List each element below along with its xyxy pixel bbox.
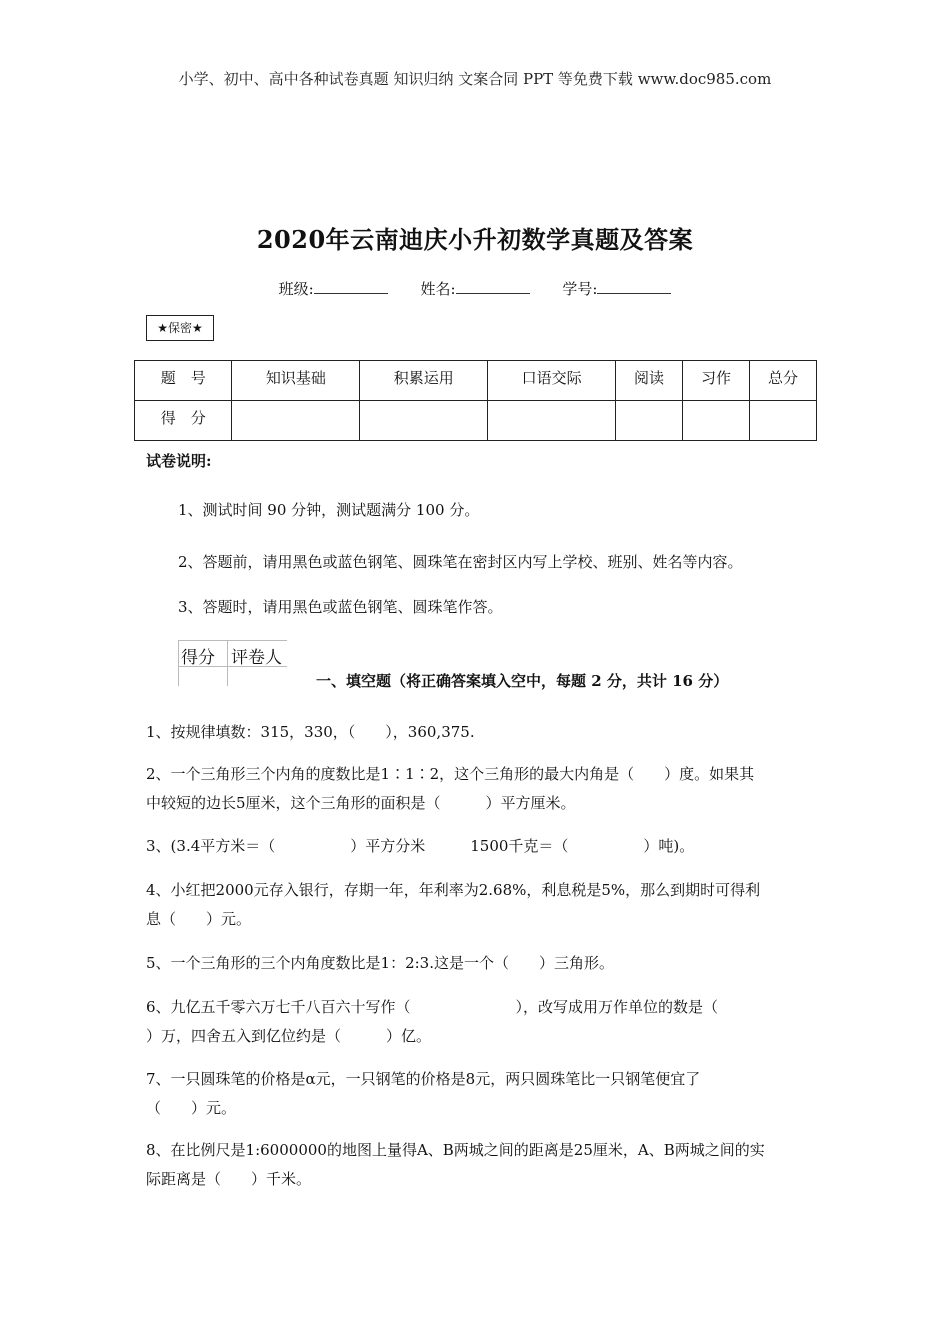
grader-name-label: 评卷人 <box>231 648 282 668</box>
question-line: 中较短的边长5厘米，这个三角形的面积是（ ）平方厘米。 <box>146 794 576 812</box>
question-item <box>146 949 808 978</box>
score-header-cell: 口语交际 <box>488 361 616 401</box>
question-item <box>146 760 808 818</box>
question-item <box>146 1136 808 1194</box>
page-title: 2020年云南迪庆小升初数学真题及答案 <box>256 225 694 254</box>
question-line: （ ）元。 <box>146 1099 237 1117</box>
grader-left-line <box>178 640 179 686</box>
question-line: 1、按规律填数：315，330，（ ），360,375. <box>146 723 475 741</box>
question-line: 8、在比例尺是1:6000000的地图上量得A、B两城之间的距离是25厘米，A、B两城之间的实 <box>146 1141 765 1159</box>
score-header-cell: 总分 <box>749 361 816 401</box>
score-table <box>134 360 817 441</box>
question-line: 5、一个三角形的三个内角度数比是1：2:3.这是一个（ ）三角形。 <box>146 954 614 972</box>
question-line: 4、小红把2000元存入银行，存期一年，年利率为2.68%，利息税是5%，那么到期时可得利 <box>146 881 761 899</box>
class-blank[interactable] <box>314 279 388 294</box>
score-header-cell: 知识基础 <box>232 361 360 401</box>
instructions-title: 试卷说明: <box>146 452 212 470</box>
score-cell[interactable] <box>232 401 360 441</box>
section-heading: 一、填空题（将正确答案填入空中，每题 2 分，共计 16 分） <box>316 672 729 690</box>
instruction-item: 2、答题前，请用黑色或蓝色钢笔、圆珠笔在密封区内写上学校、班别、姓名等内容。 <box>178 553 743 571</box>
score-header-cell: 阅读 <box>616 361 683 401</box>
secret-badge: ★保密★ <box>146 315 214 341</box>
instruction-item: 3、答题时，请用黑色或蓝色钢笔、圆珠笔作答。 <box>178 598 503 616</box>
student-info <box>0 278 950 299</box>
instruction-item: 1、测试时间 90 分钟，测试题满分 100 分。 <box>178 501 480 519</box>
score-cell[interactable] <box>488 401 616 441</box>
question-item <box>146 1065 808 1123</box>
question-line: 3、(3.4平方米＝（ ）平方分米 1500千克＝（ ）吨)。 <box>146 837 695 855</box>
score-row-label: 得 分 <box>135 401 232 441</box>
score-table-score-row <box>135 401 817 441</box>
class-label: 班级: <box>278 280 314 298</box>
grader-score-label: 得分 <box>181 648 215 668</box>
score-header-cell: 题 号 <box>135 361 232 401</box>
score-cell[interactable] <box>616 401 683 441</box>
page-header: 小学、初中、高中各种试卷真题 知识归纳 文案合同 PPT 等免费下载 www.doc985.com <box>178 70 772 88</box>
question-line: 息（ ）元。 <box>146 910 252 928</box>
question-line: ）万，四舍五入到亿位约是（ ）亿。 <box>146 1027 432 1045</box>
question-line: 际距离是（ ）千米。 <box>146 1170 312 1188</box>
question-line: 7、一只圆珠笔的价格是α元，一只钢笔的价格是8元，两只圆珠笔比一只钢笔便宜了 <box>146 1070 701 1088</box>
score-cell[interactable] <box>360 401 488 441</box>
grader-box <box>178 640 287 686</box>
score-header-cell: 习作 <box>682 361 749 401</box>
question-item <box>146 993 808 1051</box>
id-blank[interactable] <box>597 279 671 294</box>
name-field <box>420 280 529 298</box>
id-label: 学号: <box>562 280 598 298</box>
score-header-cell: 积累运用 <box>360 361 488 401</box>
class-field <box>279 280 388 298</box>
question-item <box>146 832 808 861</box>
name-blank[interactable] <box>456 279 530 294</box>
score-table-header-row <box>135 361 817 401</box>
score-cell[interactable] <box>682 401 749 441</box>
grader-divider-line <box>227 640 228 686</box>
score-cell[interactable] <box>749 401 816 441</box>
grader-mid-line <box>178 666 287 667</box>
id-field <box>562 280 671 298</box>
question-item <box>146 876 808 934</box>
grader-top-line <box>178 640 287 641</box>
question-line: 6、九亿五千零六万七千八百六十写作（ ），改写成用万作单位的数是（ <box>146 998 719 1016</box>
question-line: 2、一个三角形三个内角的度数比是1∶1∶2，这个三角形的最大内角是（ ）度。如果其 <box>146 765 755 783</box>
name-label: 姓名: <box>420 280 456 298</box>
question-item <box>146 718 808 747</box>
